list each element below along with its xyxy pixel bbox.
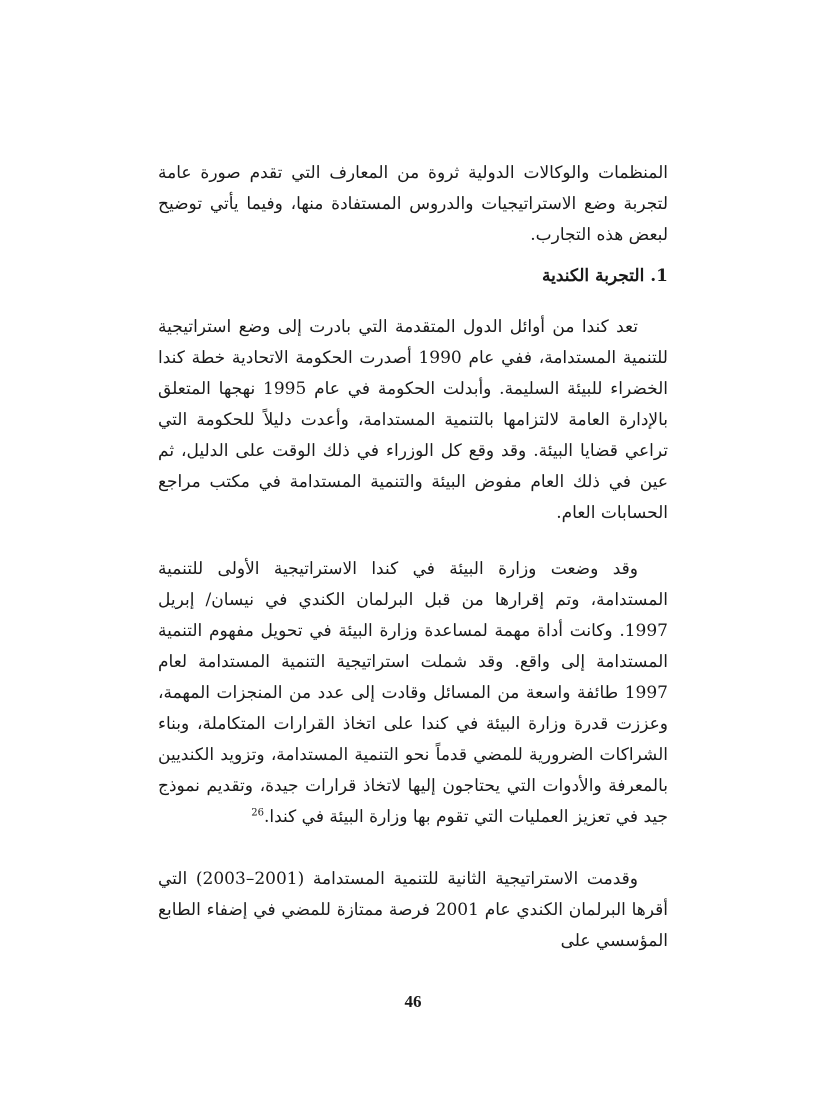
body-paragraph-2-text: وقد وضعت وزارة البيئة في كندا الاستراتيجية الأولى للتنمية المستدامة، وتم إقرارها من قبل البرلمان الكندي في نيسان/ إبريل 1997. وكانت أداة مهمة لمساعدة وزارة البيئة في تحويل مفهوم التنمية المستدامة إلى واقع. وقد شملت استراتيجية التنمية المستدامة لعام 1997 طائفة واسعة من المسائل وقادت إلى عدد من المنجزات المهمة، وعززت قدرة وزارة البيئة في كندا على اتخاذ القرارات المتكاملة، وبناء الشراكات الضرورية للمضي قدماً نحو التنمية المستدامة، وتزويد الكنديين بالمعرفة والأدوات التي يحتاجون إليها لاتخاذ قرارات جيدة، وتقديم نموذج جيد في تعزيز العمليات التي تقوم بها وزارة البيئة في كندا.	[158, 559, 668, 827]
intro-paragraph: المنظمات والوكالات الدولية ثروة من المعارف التي تقدم صورة عامة لتجربة وضع الاستراتيجيات والدروس المستفادة منها، وفيما يأتي توضيح لبعض هذه التجارب.	[158, 163, 668, 245]
body-paragraph-2	[158, 554, 668, 833]
section-heading: 1. التجربة الكندية	[541, 266, 668, 286]
page-number: 46	[404, 992, 422, 1011]
body-paragraph-1: تعد كندا من أوائل الدول المتقدمة التي بادرت إلى وضع استراتيجية للتنمية المستدامة، ففي عام 1990 أصدرت الحكومة الاتحادية خطة كندا الخضراء للبيئة السليمة. وأبدلت الحكومة في عام 1995 نهجها المتعلق بالإدارة العامة لالتزامها بالتنمية المستدامة، وأعدت دليلاً للحكومة التي تراعي قضايا البيئة. وقد وقع كل الوزراء في ذلك الوقت على الدليل، ثم عين في ذلك العام مفوض البيئة والتنمية المستدامة في مكتب مراجع الحسابات العام.	[158, 317, 668, 523]
footnote-reference: 26	[251, 807, 264, 819]
body-paragraph-3: وقدمت الاستراتيجية الثانية للتنمية المستدامة (2001–2003) التي أقرها البرلمان الكندي عام 2001 فرصة ممتازة للمضي في إضفاء الطابع المؤسسي على	[158, 869, 669, 951]
